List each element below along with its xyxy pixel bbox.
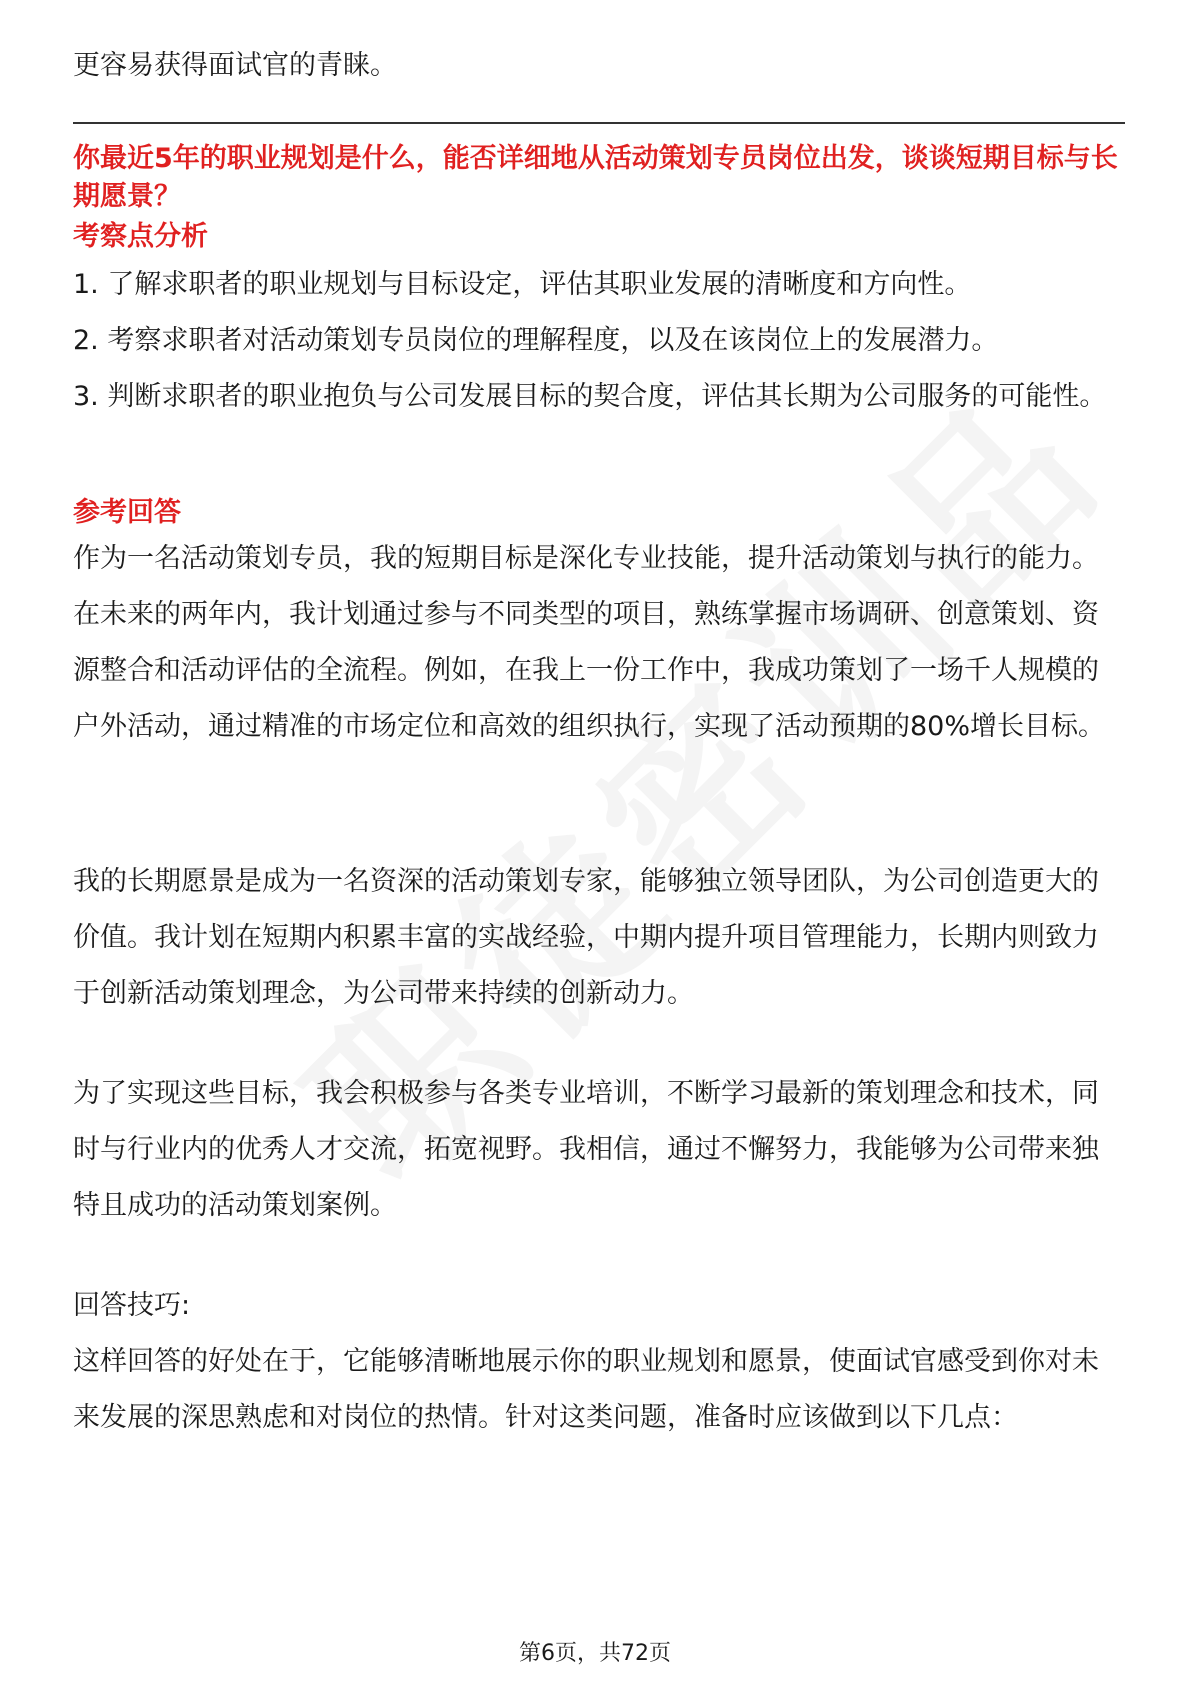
page-number: 第6页，共72页 xyxy=(519,1641,671,1666)
tips-heading: 回答技巧: xyxy=(73,1290,191,1321)
question-heading: 你最近5年的职业规划是什么，能否详细地从活动策划专员岗位出发，谈谈短期目标与长期愿景？ xyxy=(73,143,1118,212)
answer-paragraph: 我的长期愿景是成为一名资深的活动策划专家，能够独立领导团队，为公司创造更大的价值。我计划在短期内积累丰富的实战经验，中期内提升项目管理能力，长期内则致力于创新活动策划理念，为公司带来持续的创新动力。 xyxy=(73,866,1099,1009)
analysis-item: 3. 判断求职者的职业抱负与公司发展目标的契合度，评估其长期为公司服务的可能性。 xyxy=(73,381,1107,412)
answer-paragraph: 为了实现这些目标，我会积极参与各类专业培训，不断学习最新的策划理念和技术，同时与行业内的优秀人才交流，拓宽视野。我相信，通过不懈努力，我能够为公司带来独特且成功的活动策划案例。 xyxy=(73,1078,1099,1221)
answer-paragraph: 作为一名活动策划专员，我的短期目标是深化专业技能，提升活动策划与执行的能力。在未来的两年内，我计划通过参与不同类型的项目，熟练掌握市场调研、创意策划、资源整合和活动评估的全流程。例如，在我上一份工作中，我成功策划了一场千人规模的户外活动，通过精准的市场定位和高效的组织执行，实现了活动预期的80%增长目标。 xyxy=(73,543,1106,742)
answer-heading: 参考回答 xyxy=(73,497,181,528)
intro-tail-text: 更容易获得面试官的青睐。 xyxy=(73,50,397,81)
analysis-heading: 考察点分析 xyxy=(73,221,208,252)
analysis-item: 2. 考察求职者对活动策划专员岗位的理解程度，以及在该岗位上的发展潜力。 xyxy=(73,325,999,356)
section-divider xyxy=(73,122,1125,124)
tips-text: 这样回答的好处在于，它能够清晰地展示你的职业规划和愿景，使面试官感受到你对未来发展的深思熟虑和对岗位的热情。针对这类问题，准备时应该做到以下几点： xyxy=(73,1346,1099,1433)
analysis-item: 1. 了解求职者的职业规划与目标设定，评估其职业发展的清晰度和方向性。 xyxy=(73,269,972,300)
analysis-list xyxy=(73,257,1123,425)
